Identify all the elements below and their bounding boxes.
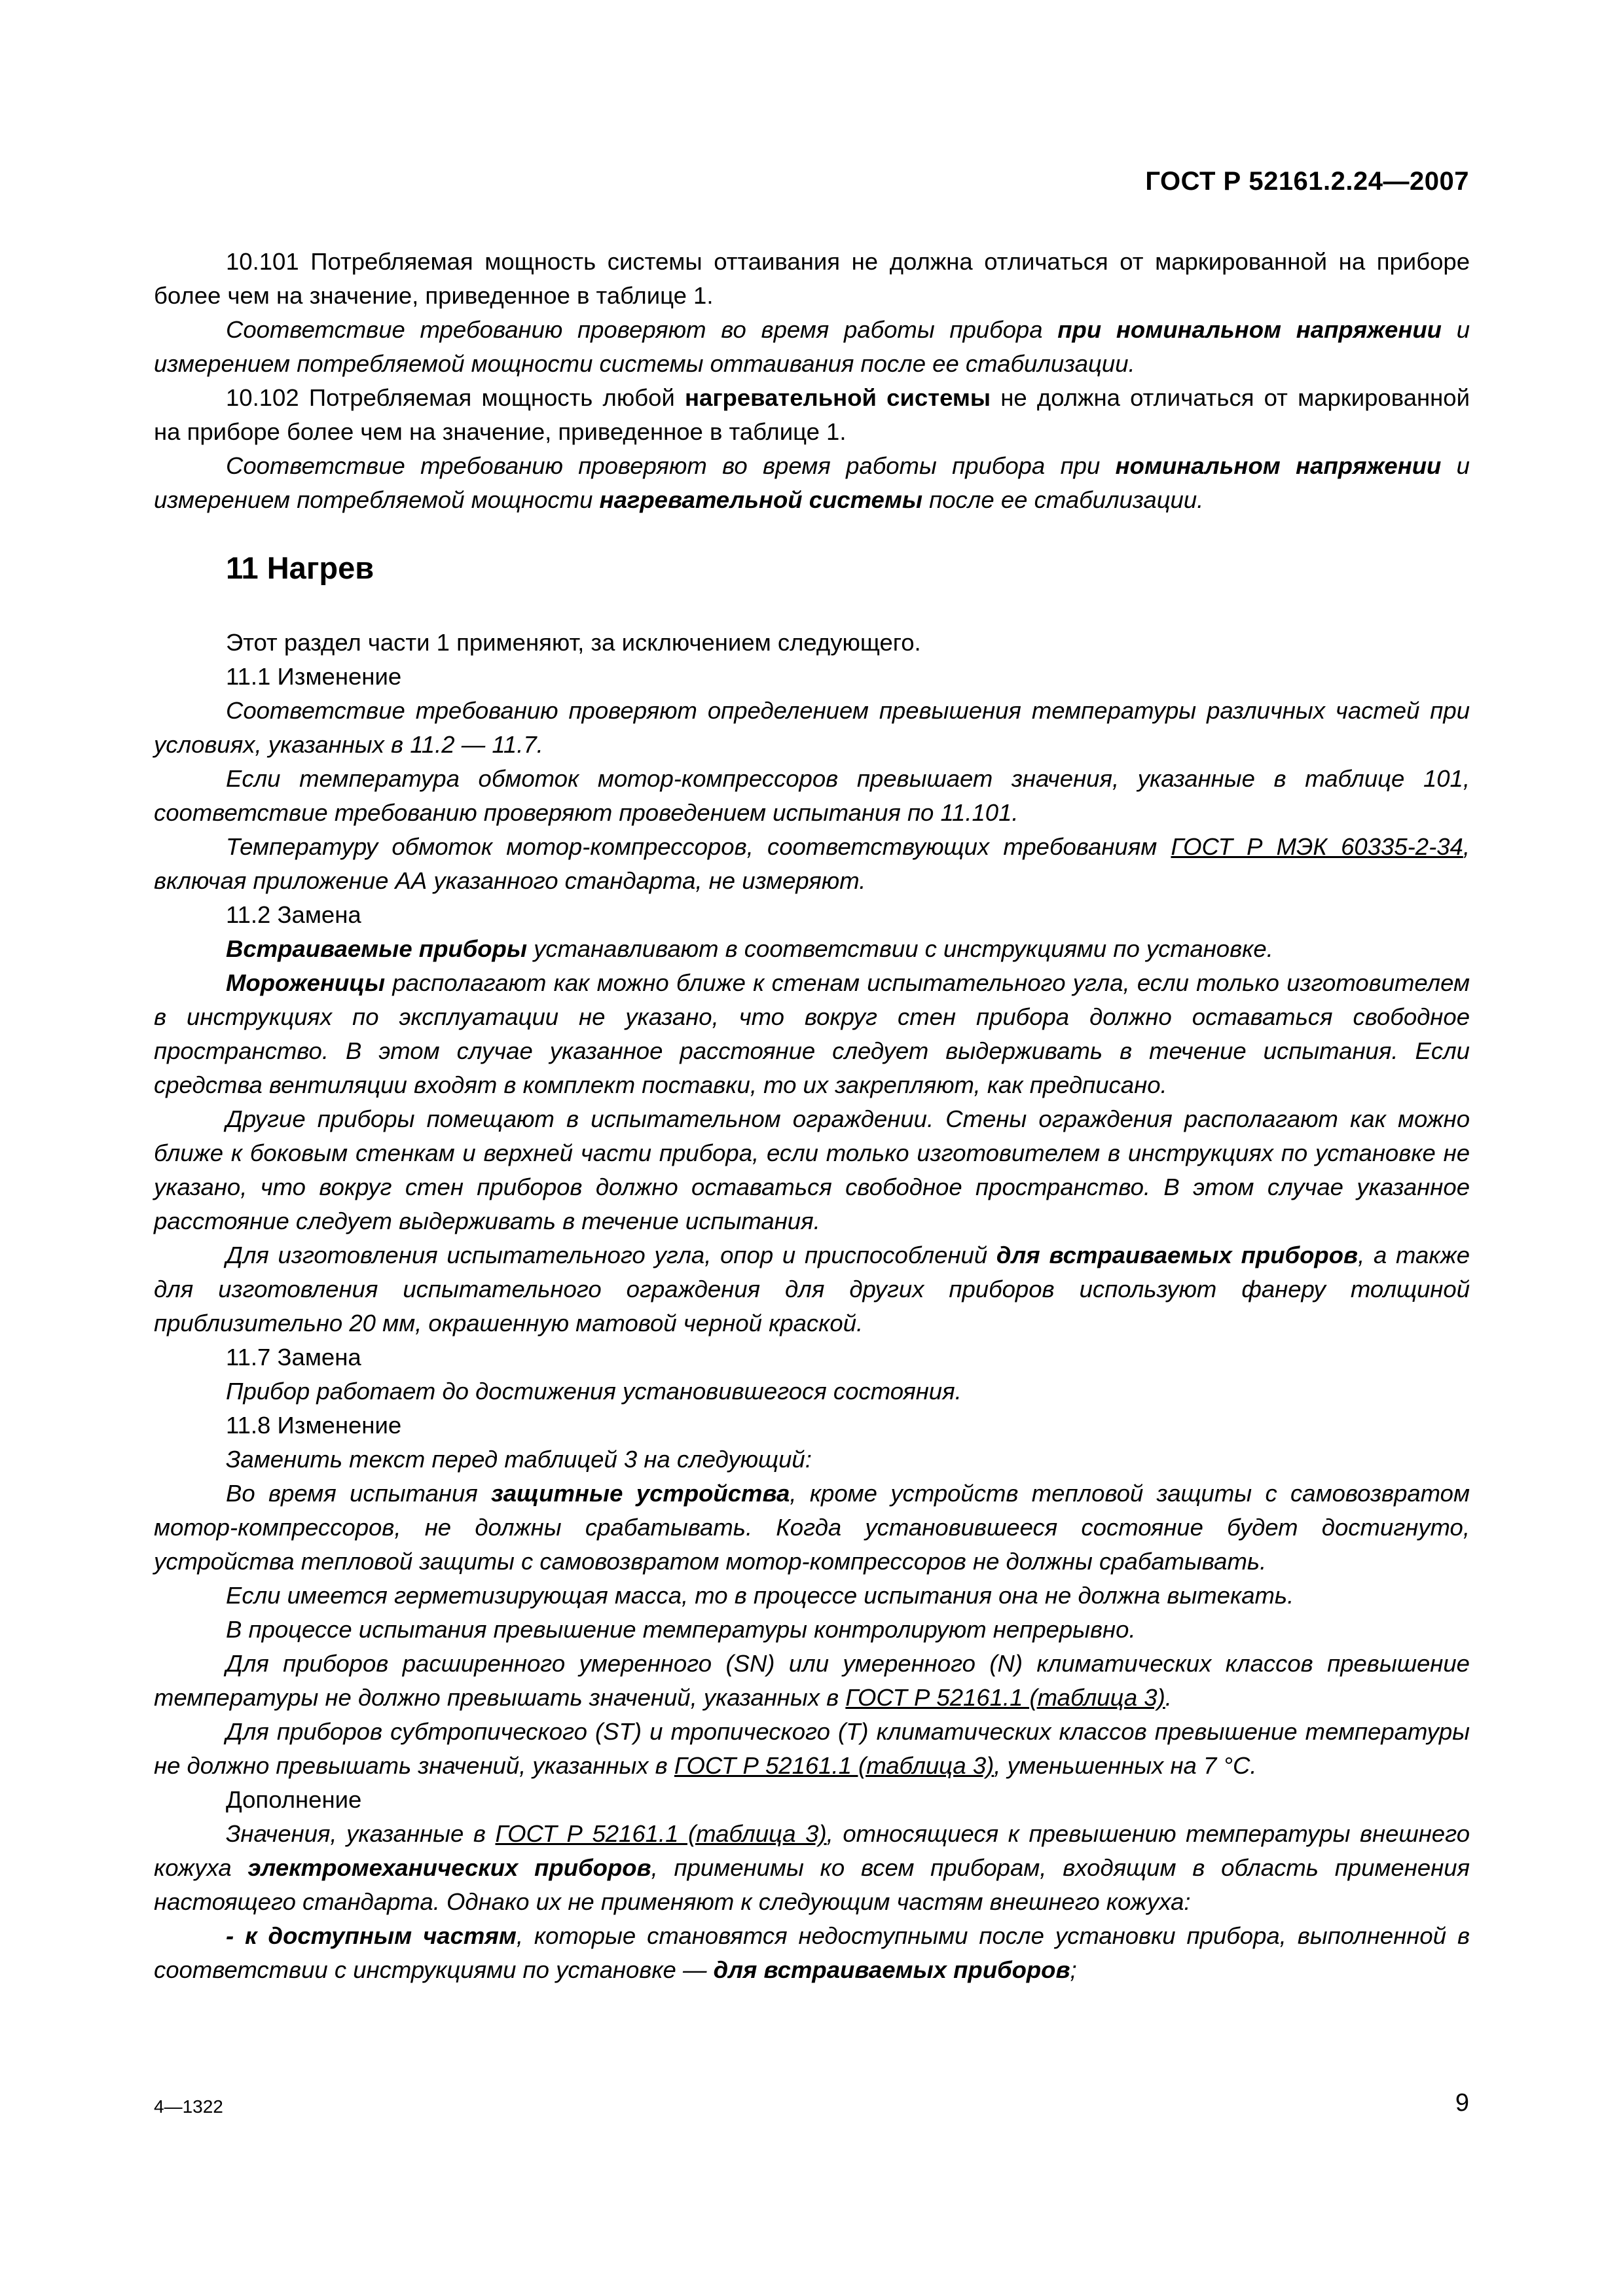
addition-text: Значения, указанные в ГОСТ Р 52161.1 (таблица 3), относящиеся к превышению температуры внешнего кожуха электромеханических приборов, применимы ко всем приборам, входящим в область применения настоящего стандарта. Однако их не применяют к следующим частям внешнего кожуха: [154, 1820, 1470, 1915]
clause-10-101-check: Соответствие требованию проверяют во время работы прибора при номинальном напряжении и измерением потребляемой мощности системы оттаивания после ее стабилизации. [154, 316, 1470, 377]
clause-10-102: 10.102 Потребляемая мощность любой нагревательной системы не должна отличаться от маркированной на приборе более чем на значение, приведенное в таблице 1. [154, 384, 1470, 445]
clause-11-8-label: 11.8 Изменение [226, 1412, 402, 1439]
clause-11-2-text: Встраиваемые приборы устанавливают в соответствии с инструкциями по установке. [226, 935, 1273, 962]
clause-11-2-label: 11.2 Замена [226, 901, 361, 928]
clause-11-1-text: Температуру обмоток мотор-компрессоров, соответствующих требованиям ГОСТ Р МЭК 60335-2-34, включая приложение АА указанного стандарта, не измеряют. [154, 833, 1470, 894]
clause-10-102-check: Соответствие требованию проверяют во время работы прибора при номинальном напряжении и измерением потребляемой мощности нагревательной системы после ее стабилизации. [154, 452, 1470, 513]
document-body [154, 245, 1470, 1987]
sheet-code: 4—1322 [154, 2096, 223, 2117]
clause-11-1-label: 11.1 Изменение [226, 663, 402, 690]
clause-11-8-text: В процессе испытания превышение температуры контролируют непрерывно. [226, 1616, 1136, 1643]
standard-reference-link[interactable]: ГОСТ Р 52161.1 (таблица 3) [495, 1820, 827, 1847]
clause-11-7-text: Прибор работает до достижения установившегося состояния. [226, 1378, 962, 1405]
section-11-intro: Этот раздел части 1 применяют, за исключением следующего. [226, 629, 921, 656]
clause-11-8-text: Заменить текст перед таблицей 3 на следующий: [226, 1446, 812, 1473]
section-11-heading: 11 Нагрев [226, 550, 374, 585]
addition-label: Дополнение [226, 1786, 362, 1813]
standard-reference-link[interactable]: ГОСТ Р МЭК 60335-2-34 [1171, 833, 1463, 860]
clause-11-2-text: Мороженицы располагают как можно ближе к стенам испытательного угла, если только изготовителем в инструкциях по эксплуатации не указано, что вокруг стен прибора должно оставаться свободное пространство. В этом случае указанное расстояние следует выдерживать в течение испытания. Если средства вентиляции входят в комплект поставки, то их закрепляют, как предписано. [154, 969, 1470, 1098]
clause-11-2-text: Для изготовления испытательного угла, опор и приспособлений для встраиваемых приборов, а также для изготовления испытательного ограждения для других приборов используют фанеру толщиной приблизительно 20 мм, окрашенную матовой черной краской. [154, 1242, 1470, 1336]
clause-10-101: 10.101 Потребляемая мощность системы оттаивания не должна отличаться от маркированной на приборе более чем на значение, приведенное в таблице 1. [154, 248, 1470, 309]
standard-reference-link[interactable]: ГОСТ Р 52161.1 (таблица 3) [674, 1752, 994, 1779]
clause-11-1-text: Если температура обмоток мотор-компрессоров превышает значения, указанные в таблице 101, соответствие требованию проверяют проведением испытания по 11.101. [154, 765, 1470, 826]
standard-reference-link[interactable]: ГОСТ Р 52161.1 (таблица 3) [845, 1684, 1165, 1711]
clause-11-7-label: 11.7 Замена [226, 1344, 361, 1371]
clause-11-8-text: Для приборов расширенного умеренного (SN) или умеренного (N) климатических классов превышение температуры не должно превышать значений, указанных в ГОСТ Р 52161.1 (таблица 3). [154, 1650, 1470, 1711]
clause-11-2-text: Другие приборы помещают в испытательном ограждении. Стены ограждения располагают как можно ближе к боковым стенкам и верхней части прибора, если только изготовителем в инструкциях по установке не указано, что вокруг стен приборов должно оставаться свободное пространство. В этом случае указанное расстояние следует выдерживать в течение испытания. [154, 1105, 1470, 1234]
page-number: 9 [1455, 2089, 1469, 2117]
document-number: ГОСТ Р 52161.2.24—2007 [1145, 167, 1469, 196]
clause-11-8-text: Во время испытания защитные устройства, кроме устройств тепловой защиты с самовозвратом мотор-компрессоров, не должны срабатывать. Когда установившееся состояние будет достигнуто, устройства тепловой защиты с самовозвратом мотор-компрессоров не должны срабатывать. [154, 1480, 1470, 1575]
clause-11-8-text: Для приборов субтропического (ST) и тропического (T) климатических классов превышение температуры не должно превышать значений, указанных в ГОСТ Р 52161.1 (таблица 3), уменьшенных на 7 °С. [154, 1718, 1470, 1779]
clause-11-8-text: Если имеется герметизирующая масса, то в процессе испытания она не должна вытекать. [226, 1582, 1294, 1609]
addition-list-item: - к доступным частям, которые становятся недоступными после установки прибора, выполненной в соответствии с инструкциями по установке — для встраиваемых приборов; [154, 1922, 1470, 1983]
clause-11-1-text: Соответствие требованию проверяют определением превышения температуры различных частей при условиях, указанных в 11.2 — 11.7. [154, 697, 1470, 758]
